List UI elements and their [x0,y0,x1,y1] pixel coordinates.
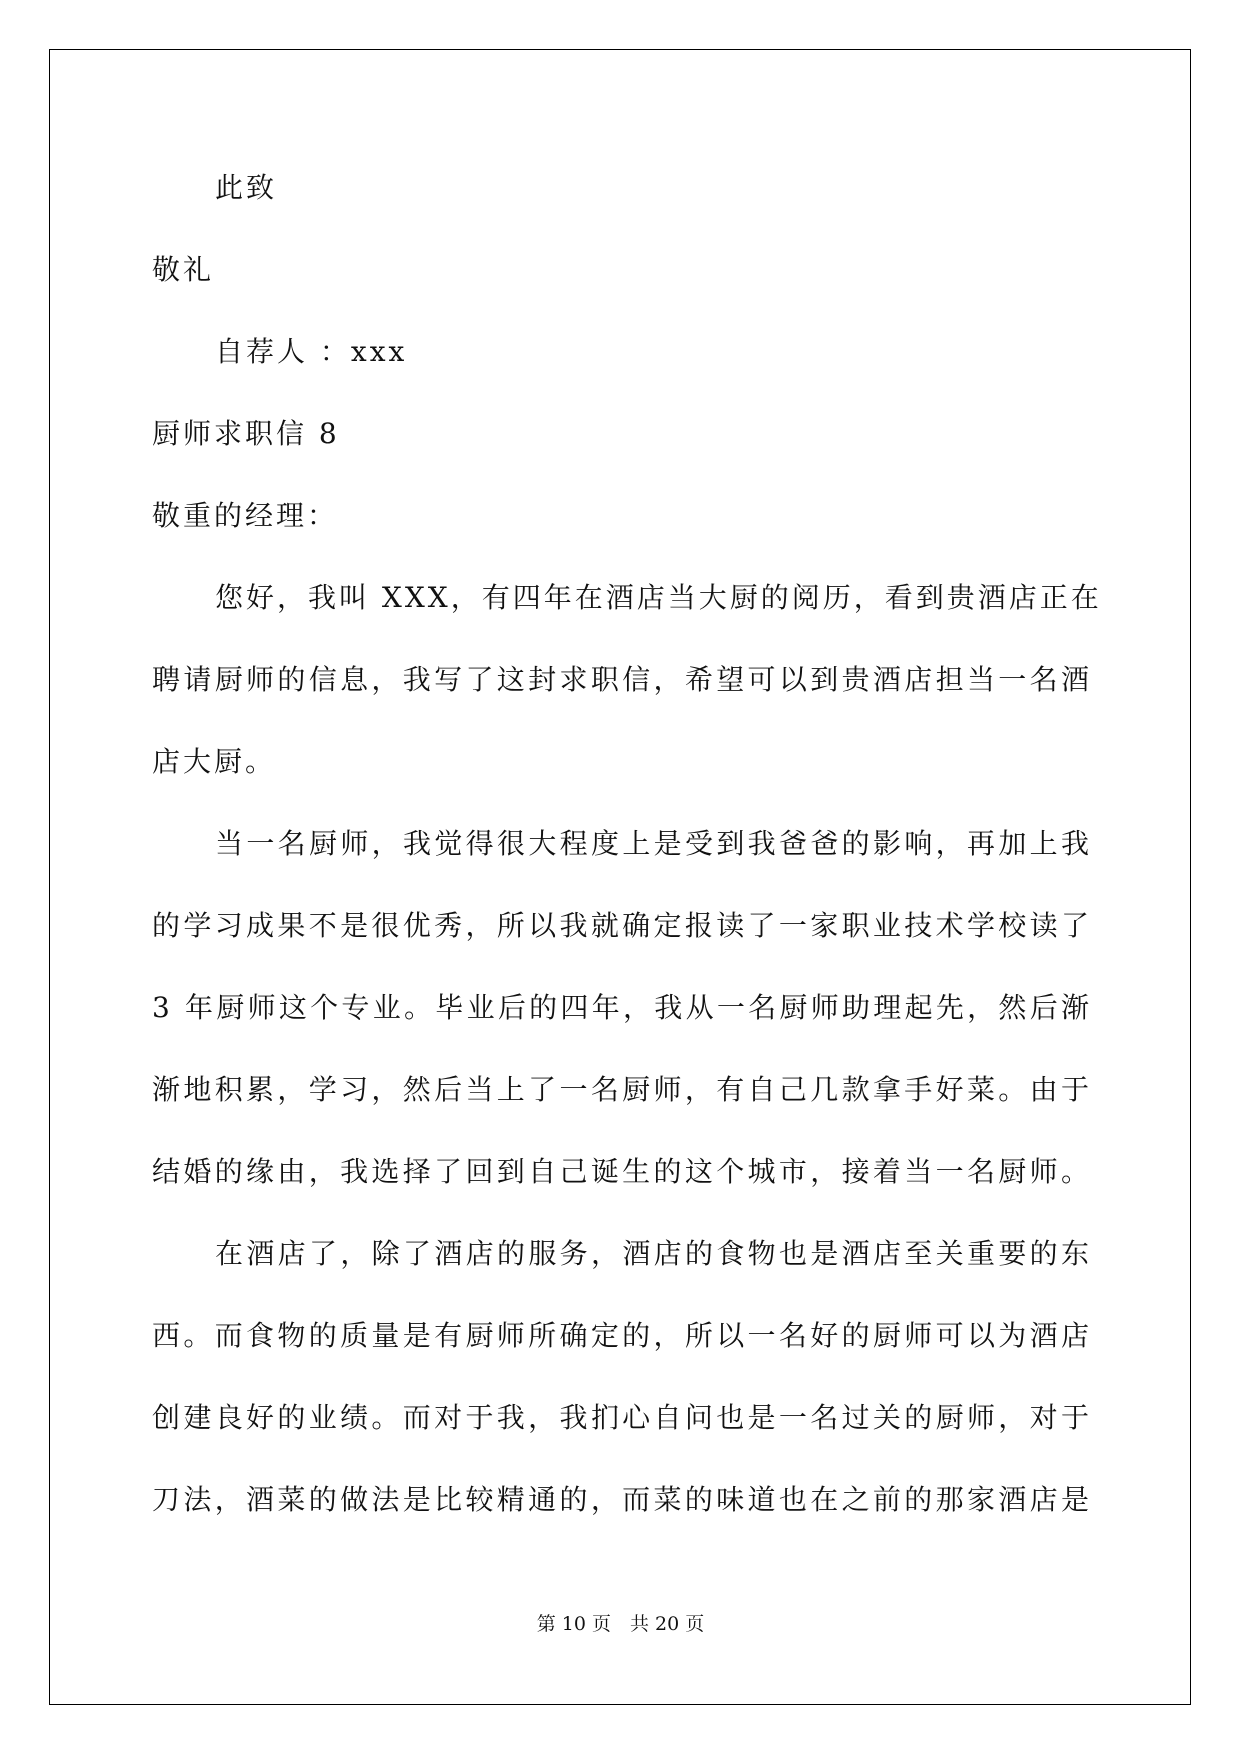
page-border [49,49,1191,1705]
paragraph-line: 您好，我叫 XXX，有四年在酒店当大厨的阅历，看到贵酒店正在 [215,581,1102,614]
paragraph-line: 的学习成果不是很优秀，所以我就确定报读了一家职业技术学校读了 [152,909,1092,942]
paragraph-line: 结婚的缘由，我选择了回到自己诞生的这个城市，接着当一名厨师。 [152,1155,1092,1188]
paragraph-line: 刀法，酒菜的做法是比较精通的，而菜的味道也在之前的那家酒店是 [152,1483,1092,1516]
paragraph-line: 西。而食物的质量是有厨师所确定的，所以一名好的厨师可以为酒店 [152,1319,1092,1352]
signature-line: 自荐人 ：xxx [215,335,408,368]
paragraph-line: 在酒店了，除了酒店的服务，酒店的食物也是酒店至关重要的东 [215,1237,1092,1270]
section-heading: 厨师求职信 8 [152,417,340,450]
paragraph-line: 当一名厨师，我觉得很大程度上是受到我爸爸的影响，再加上我 [215,827,1092,860]
paragraph-line: 渐地积累，学习，然后当上了一名厨师，有自己几款拿手好菜。由于 [152,1073,1092,1106]
salutation-line: 敬礼 [152,253,215,286]
page-number: 第 10 页 共 20 页 [536,1613,705,1635]
paragraph-line: 聘请厨师的信息，我写了这封求职信，希望可以到贵酒店担当一名酒 [152,663,1092,696]
paragraph-line: 3 年厨师这个专业。毕业后的四年，我从一名厨师助理起先，然后渐 [152,991,1092,1024]
paragraph-line: 创建良好的业绩。而对于我，我扪心自问也是一名过关的厨师，对于 [152,1401,1092,1434]
greeting-line: 敬重的经理： [152,499,339,532]
closing-line: 此致 [215,171,278,204]
paragraph-line: 店大厨。 [152,745,277,778]
